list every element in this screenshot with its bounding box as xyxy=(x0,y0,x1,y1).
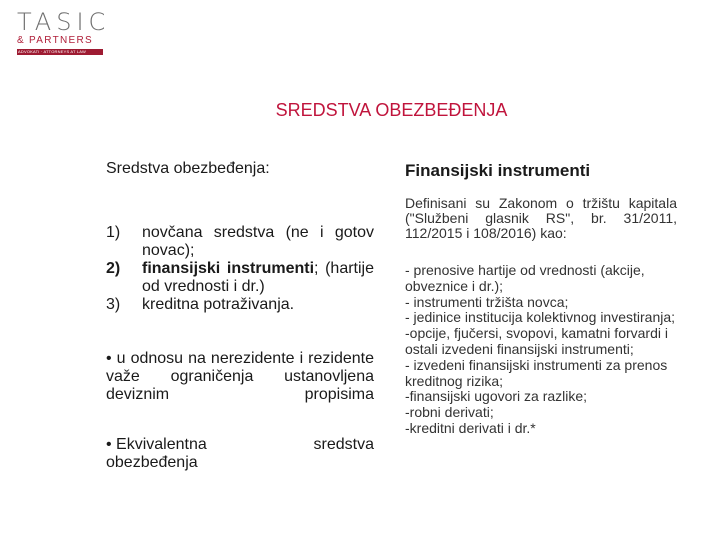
list-item: - prenosive hartije od vrednosti (akcije, obveznice i dr.); xyxy=(405,262,645,294)
list-item: - instrumenti tržišta novca; xyxy=(405,293,569,310)
left-column xyxy=(106,160,375,471)
equiv-text-2: sredstva xyxy=(313,436,374,453)
list-item: - jedinice institucija kolektivnog investiranja; xyxy=(405,309,676,326)
list-item: -finansijski ugovori za razlike; xyxy=(405,388,588,405)
logo-wordmark: TASIC xyxy=(17,8,111,36)
list-text xyxy=(142,260,374,296)
list-number: 3) xyxy=(106,296,121,313)
list-number: 2) xyxy=(106,260,121,277)
equiv-text-3: obezbeđenja xyxy=(106,454,198,471)
equiv-text-1: • Ekvivalentna xyxy=(106,436,207,453)
right-heading: Finansijski instrumenti xyxy=(405,161,591,180)
list-item: -opcije, fjučersi, svopovi, kamatni forvardi i ostali izvedeni finansijski instrumenti; xyxy=(405,325,668,357)
list-item xyxy=(106,224,374,260)
list-item xyxy=(106,296,374,314)
list-item: -robni derivati; xyxy=(405,404,494,421)
left-heading: Sredstva obezbeđenja: xyxy=(106,160,270,177)
logo-subtitle: & PARTNERS xyxy=(17,35,93,46)
company-logo xyxy=(17,8,111,55)
list-number: 1) xyxy=(106,224,121,241)
logo-tagline: ADVOKATI · ATTORNEYS AT LAW xyxy=(17,49,103,55)
restriction-paragraph: • u odnosu na nerezidente i rezidente važe ograničenja ustanovljena deviznim propisima xyxy=(106,350,374,403)
list-text: kreditna potraživanja. xyxy=(142,296,295,313)
list-text-bold: finansijski instrumenti xyxy=(142,260,315,277)
right-column xyxy=(405,160,677,436)
list-text-rest: ; (hartije od vrednosti i dr.) xyxy=(142,260,375,295)
slide-title: SREDSTVA OBEZBEĐENJA xyxy=(275,100,508,120)
list-item: -kreditni derivati i dr.* xyxy=(405,419,536,436)
instruments-list xyxy=(405,263,677,437)
list-item xyxy=(106,260,374,296)
equivalent-collateral xyxy=(106,436,374,472)
list-text: novčana sredstva (ne i gotov novac); xyxy=(142,224,374,259)
definition-paragraph: Definisani su Zakonom o tržištu kapitala ("Službeni glasnik RS", br. 31/2011, 112/2015 i 108/2016) kao: xyxy=(405,195,677,241)
list-item: - izvedeni finansijski instrumenti za prenos kreditnog rizika; xyxy=(405,356,668,389)
collateral-list xyxy=(106,224,374,314)
